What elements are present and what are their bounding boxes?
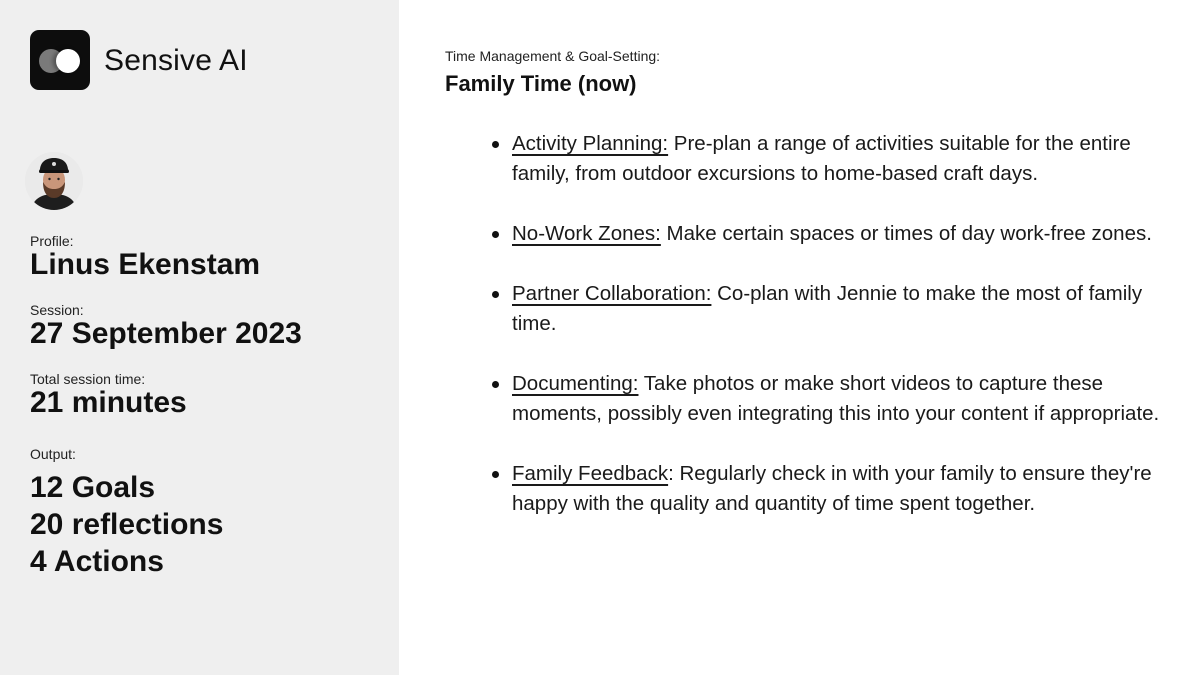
bullet-text: Take photos or make short videos to capture these moments, possibly even integrating this into your content if appropriate. xyxy=(512,372,1160,425)
bullet-item xyxy=(490,219,1180,249)
session-label: Session: xyxy=(30,302,84,318)
session-time-label: Total session time: xyxy=(30,371,146,387)
bullet-text: Co-plan with Jennie to make the most of family time. xyxy=(512,282,1143,335)
brand-name: Sensive AI xyxy=(104,44,248,77)
sidebar xyxy=(0,0,399,675)
page-title: Family Time (now) xyxy=(445,71,637,96)
output-goals: 12 Goals xyxy=(30,471,156,504)
output-reflections: 20 reflections xyxy=(30,508,224,541)
bullet-term: Family Feedback xyxy=(512,462,669,485)
bullet-term: No-Work Zones: xyxy=(512,222,661,245)
profile-name: Linus Ekenstam xyxy=(30,248,261,281)
output-label: Output: xyxy=(30,446,76,462)
bullet-item xyxy=(490,279,1180,339)
output-actions: 4 Actions xyxy=(30,545,164,578)
session-date: 27 September 2023 xyxy=(30,317,302,350)
bullet-text: Pre-plan a range of activities suitable for the entire family, from outdoor excursions to home-based craft days. xyxy=(512,132,1131,185)
user-avatar-icon xyxy=(25,152,83,210)
bullet-term: Partner Collaboration: xyxy=(512,282,712,305)
bullet-text: Make certain spaces or times of day work-free zones. xyxy=(660,222,1152,245)
profile-label: Profile: xyxy=(30,233,74,249)
bullet-term: Documenting: xyxy=(512,372,639,395)
bullet-term: Activity Planning: xyxy=(512,132,669,155)
section-kicker: Time Management & Goal-Setting: xyxy=(445,48,661,64)
bullet-list xyxy=(490,129,1180,549)
bullet-item xyxy=(490,459,1180,519)
output-list xyxy=(30,469,223,580)
bullet-item xyxy=(490,129,1180,189)
bullet-text: : Regularly check in with your family to ensure they're happy with the quality and quantity of time spent together. xyxy=(512,462,1152,515)
bullet-item xyxy=(490,369,1180,429)
overlapping-circles-logo-icon xyxy=(30,30,90,90)
session-time-value: 21 minutes xyxy=(30,386,187,419)
